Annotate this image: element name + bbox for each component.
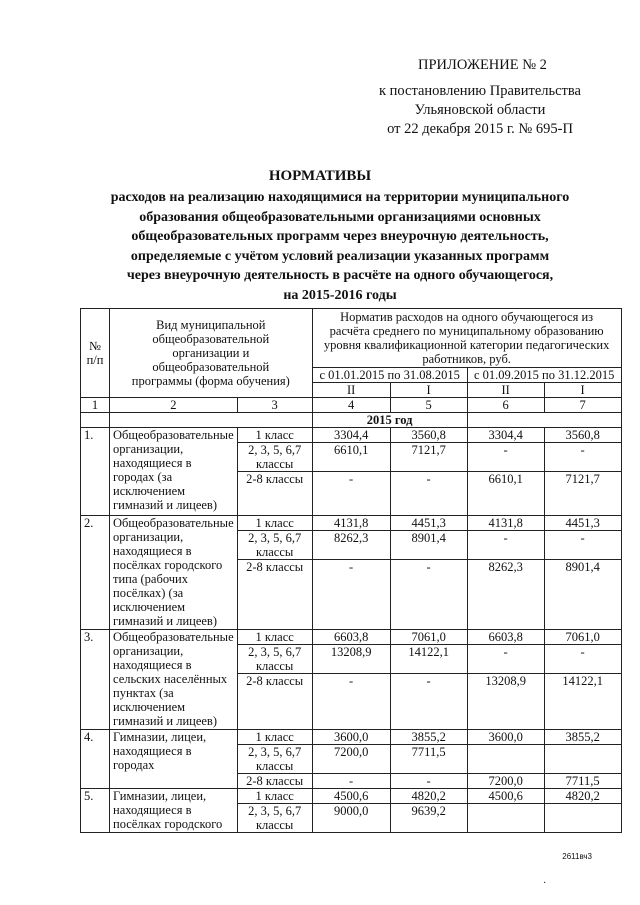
organization-type: Гимназии, лицеи, находящиеся в городах: [110, 730, 238, 789]
norms-table: [80, 308, 622, 833]
norm-value: 9639,2: [390, 804, 467, 833]
approval-line: Ульяновской области: [414, 102, 546, 118]
norm-value: -: [467, 443, 544, 472]
norm-value: 8262,3: [467, 560, 544, 630]
norm-value: 7200,0: [312, 745, 390, 774]
document-title: НОРМАТИВЫ: [268, 168, 372, 184]
grade-group: 1 класс: [237, 730, 312, 745]
grade-group: 2, 3, 5, 6,7 классы: [237, 745, 312, 774]
column-number: 1: [81, 398, 110, 413]
column-number: 3: [237, 398, 312, 413]
norm-value: 7200,0: [467, 774, 544, 789]
norm-value: 4500,6: [312, 789, 390, 804]
norm-value: 6603,8: [312, 630, 390, 645]
norm-value: 3560,8: [544, 428, 621, 443]
table-row: [81, 730, 622, 745]
norm-value: 3600,0: [312, 730, 390, 745]
norm-value: 7121,7: [544, 472, 621, 516]
header-period-1: с 01.01.2015 по 31.08.2015: [312, 368, 467, 383]
subtitle-line: общеобразовательных программ через внеурочную деятельность,: [131, 229, 549, 244]
norm-value: [467, 745, 544, 774]
norm-value: -: [312, 560, 390, 630]
header-category-i: I: [390, 383, 467, 398]
norm-value: -: [390, 674, 467, 730]
row-number: 3.: [81, 630, 110, 730]
header-category-ii: II: [312, 383, 390, 398]
norm-value: -: [312, 774, 390, 789]
column-number: 5: [390, 398, 467, 413]
subtitle-line: образования общеобразовательными организациями основных: [139, 209, 541, 225]
norm-value: 3304,4: [312, 428, 390, 443]
norm-value: 4820,2: [390, 789, 467, 804]
table-row: [81, 630, 622, 645]
subtitle-line: через внеурочную деятельность в расчёте на одного обучающегося,: [126, 268, 554, 283]
norm-value: 3855,2: [390, 730, 467, 745]
header-norm: Норматив расходов на одного обучающегося из расчёта среднего по муниципальному образованию уровня квалификационной категории педагогических работников, руб.: [312, 309, 621, 368]
norm-value: -: [390, 472, 467, 516]
row-number: 1.: [81, 428, 110, 516]
norm-value: 7711,5: [390, 745, 467, 774]
table-row: [81, 789, 622, 804]
grade-group: 1 класс: [237, 789, 312, 804]
row-number: 4.: [81, 730, 110, 789]
norm-value: [544, 745, 621, 774]
norm-value: -: [390, 774, 467, 789]
grade-group: 2-8 классы: [237, 560, 312, 630]
year-row-blank: [81, 413, 110, 428]
grade-group: 1 класс: [237, 630, 312, 645]
approval-block: [350, 82, 610, 139]
grade-group: 2, 3, 5, 6,7 классы: [237, 645, 312, 674]
norm-value: 13208,9: [312, 645, 390, 674]
document-subtitle: [60, 188, 620, 305]
column-number: 7: [544, 398, 621, 413]
grade-group: 1 класс: [237, 428, 312, 443]
norm-value: 6603,8: [467, 630, 544, 645]
norm-value: -: [544, 645, 621, 674]
norm-value: 6610,1: [467, 472, 544, 516]
organization-type: Гимназии, лицеи, находящиеся в посёлках городского: [110, 789, 238, 833]
footer-code: 2611вч3: [562, 852, 592, 861]
table-body: [81, 428, 622, 833]
norm-value: -: [544, 531, 621, 560]
norm-value: -: [390, 560, 467, 630]
organization-type: Общеобразовательные организации, находящиеся в посёлках городского типа (рабочих посёлках) (за исключением гимназий и лицеев): [110, 516, 238, 630]
norm-value: 4131,8: [467, 516, 544, 531]
year-row-blank: [467, 413, 621, 428]
norm-value: -: [467, 645, 544, 674]
norm-value: 4451,3: [544, 516, 621, 531]
norm-value: 3600,0: [467, 730, 544, 745]
table-row: [81, 516, 622, 531]
norm-value: 8901,4: [544, 560, 621, 630]
grade-group: 2, 3, 5, 6,7 классы: [237, 804, 312, 833]
norm-value: -: [467, 531, 544, 560]
column-number: 6: [467, 398, 544, 413]
column-number: 4: [312, 398, 390, 413]
norm-value: 6610,1: [312, 443, 390, 472]
grade-group: 2-8 классы: [237, 674, 312, 730]
header-category-i: I: [544, 383, 621, 398]
norm-value: 4451,3: [390, 516, 467, 531]
grade-group: 2-8 классы: [237, 472, 312, 516]
header-period-2: с 01.09.2015 по 31.12.2015: [467, 368, 621, 383]
appendix-label: ПРИЛОЖЕНИЕ № 2: [418, 57, 547, 73]
norm-value: 3560,8: [390, 428, 467, 443]
norm-value: 7121,7: [390, 443, 467, 472]
grade-group: 1 класс: [237, 516, 312, 531]
grade-group: 2-8 классы: [237, 774, 312, 789]
organization-type: Общеобразовательные организации, находящиеся в городах (за исключением гимназий и лицеев): [110, 428, 238, 516]
year-label: 2015 год: [312, 413, 467, 428]
grade-group: 2, 3, 5, 6,7 классы: [237, 443, 312, 472]
header-type: Вид муниципальной общеобразовательной организации и общеобразовательной программы (форма обучения): [110, 309, 313, 398]
grade-group: 2, 3, 5, 6,7 классы: [237, 531, 312, 560]
norm-value: -: [312, 674, 390, 730]
norm-value: 7061,0: [390, 630, 467, 645]
norm-value: 3304,4: [467, 428, 544, 443]
norm-value: -: [312, 472, 390, 516]
column-number: 2: [110, 398, 238, 413]
approval-line: от 22 декабря 2015 г. № 695-П: [387, 121, 573, 137]
year-row-blank: [110, 413, 313, 428]
subtitle-line: определяемые с учётом условий реализации указанных программ: [130, 248, 550, 264]
norm-value: 14122,1: [390, 645, 467, 674]
subtitle-line: на 2015-2016 годы: [283, 287, 397, 303]
row-number: 2.: [81, 516, 110, 630]
norm-value: 3855,2: [544, 730, 621, 745]
page-mark: ·: [543, 878, 547, 889]
norm-value: [544, 804, 621, 833]
approval-line: к постановлению Правительства: [379, 83, 581, 99]
header-category-ii: II: [467, 383, 544, 398]
norm-value: 4820,2: [544, 789, 621, 804]
norm-value: 8262,3: [312, 531, 390, 560]
norm-value: 7711,5: [544, 774, 621, 789]
table-row: [81, 428, 622, 443]
organization-type: Общеобразовательные организации, находящиеся в сельских населённых пунктах (за исключением гимназий и лицеев): [110, 630, 238, 730]
row-number: 5.: [81, 789, 110, 833]
norm-value: -: [544, 443, 621, 472]
norm-value: 4500,6: [467, 789, 544, 804]
norm-value: 9000,0: [312, 804, 390, 833]
norm-value: [467, 804, 544, 833]
norm-value: 8901,4: [390, 531, 467, 560]
norm-value: 13208,9: [467, 674, 544, 730]
norm-value: 7061,0: [544, 630, 621, 645]
norm-value: 4131,8: [312, 516, 390, 531]
norm-value: 14122,1: [544, 674, 621, 730]
subtitle-line: расходов на реализацию находящимися на территории муниципального: [110, 190, 570, 205]
header-number: № п/п: [81, 309, 110, 398]
